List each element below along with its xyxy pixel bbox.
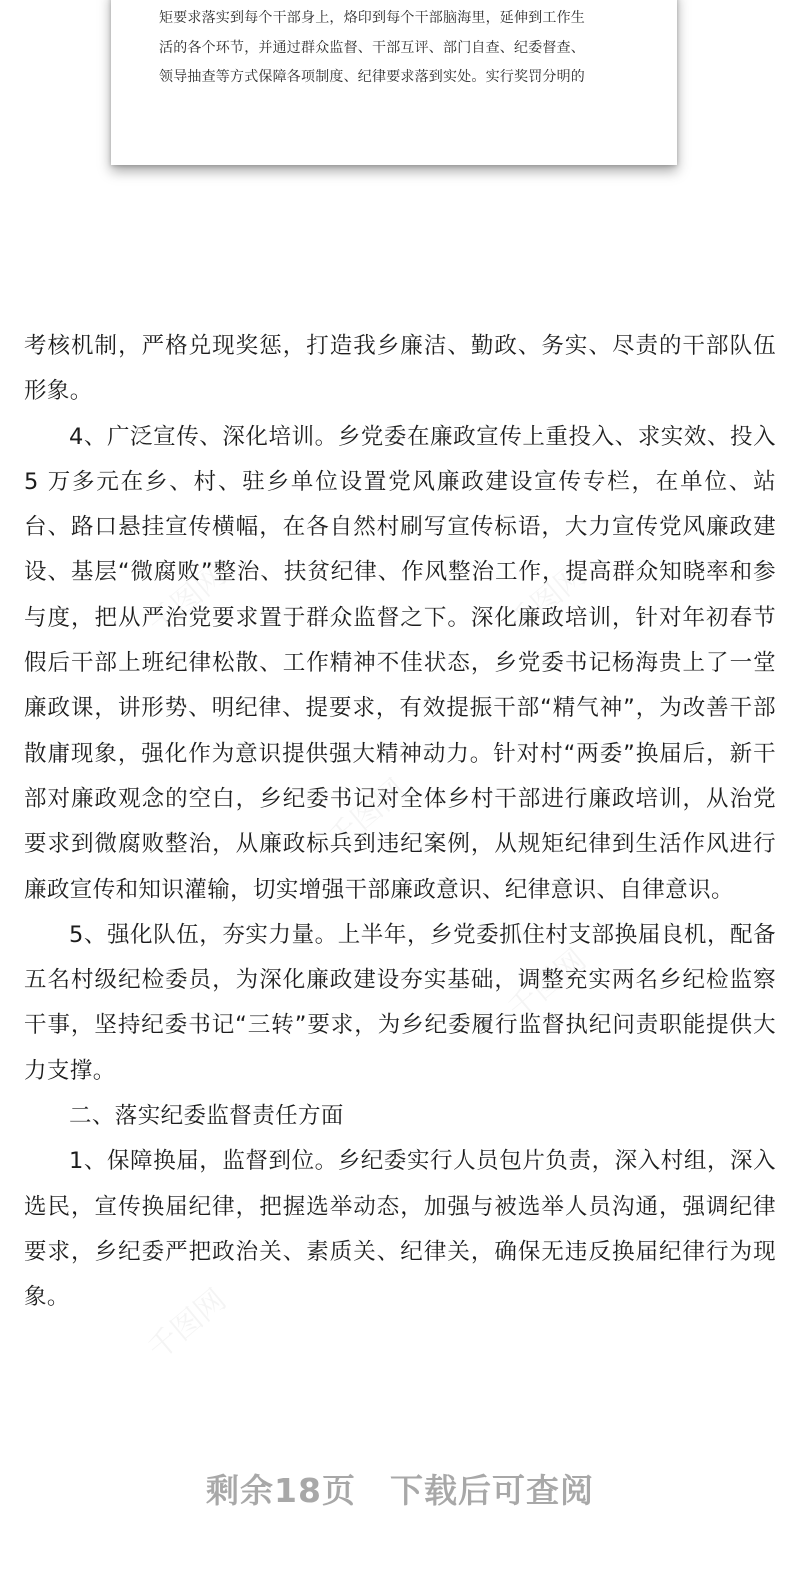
- paragraph-publicity-training: 4、广泛宣传、深化培训。乡党委在廉政宣传上重投入、求实效、投入 5 万多元在乡、村、驻乡单位设置党风廉政建设宣传专栏，在单位、站台、路口悬挂宣传横幅，在各自然村刷写宣传标语，大力宣传党风廉政建设、基层“微腐败”整治、扶贫纪律、作风整治工作，提高群众知晓率和参与度，把从严治党要求置于群众监督之下。深化廉政培训，针对年初春节假后干部上班纪律松散、工作精神不佳状态，乡党委书记杨海贵上了一堂廉政课，讲形势、明纪律、提要求，有效提振干部“精气神”，为改善干部散庸现象，强化作为意识提供强大精神动力。针对村“两委”换届后，新干部对廉政观念的空白，乡纪委书记对全体乡村干部进行廉政培训，从治党要求到微腐败整治，从廉政标兵到违纪案例，从规矩纪律到生活作风进行廉政宣传和知识灌输，切实增强干部廉政意识、纪律意识、自律意识。: [24, 423, 776, 903]
- paragraph-continuation: 考核机制，严格兑现奖惩，打造我乡廉洁、勤政、务实、尽责的干部队伍形象。: [24, 333, 776, 405]
- section-heading: 二、落实纪委监督责任方面: [69, 1103, 344, 1130]
- paragraph-election-supervision: 1、保障换届，监督到位。乡纪委实行人员包片负责，深入村组，深入选民，宣传换届纪律，把握选举动态，加强与被选举人员沟通，强调纪律要求，乡纪委严把政治关、素质关、纪律关，确保无违反换届纪律行为现象。: [24, 1148, 776, 1311]
- preview-text: [159, 4, 639, 93]
- preview-line: 领导抽查等方式保障各项制度、纪律要求落到实处。实行奖罚分明的: [159, 69, 585, 85]
- remaining-pages-notice[interactable]: 剩余18页 下载后可查阅: [206, 1471, 594, 1510]
- preview-line: 活的各个环节，并通过群众监督、干部互评、部门自查、纪委督查、: [159, 39, 585, 56]
- paragraph-team-strengthening: 5、强化队伍，夯实力量。上半年，乡党委抓住村支部换届良机，配备五名村级纪检委员，为深化廉政建设夯实基础，调整充实两名乡纪检监察干事，坚持纪委书记“三转”要求，为乡纪委履行监督执纪问责职能提供大力支撑。: [24, 921, 776, 1084]
- document-body: [24, 324, 776, 1321]
- preview-line: 矩要求落实到每个干部身上，烙印到每个干部脑海里，延伸到工作生: [159, 10, 585, 26]
- previous-page-preview: [111, 0, 677, 165]
